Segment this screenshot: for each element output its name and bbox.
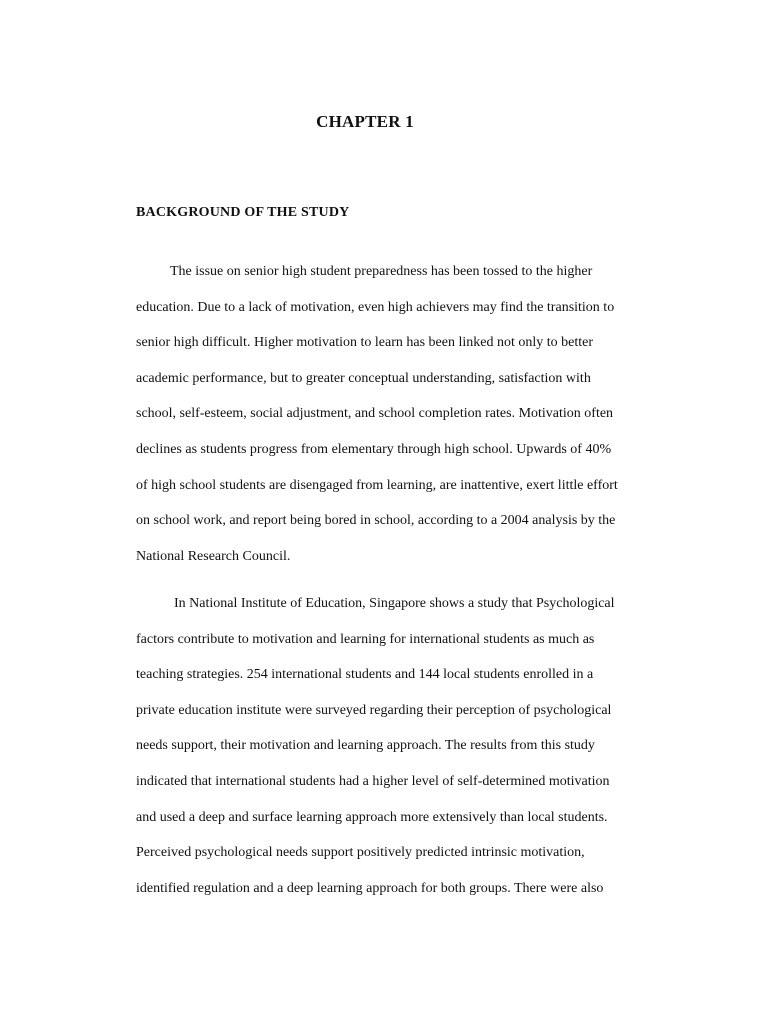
text-line: education. Due to a lack of motivation, even high achievers may find the transition to — [136, 299, 615, 315]
text-line: needs support, their motivation and learning approach. The results from this study — [136, 738, 595, 754]
text-line: The issue on senior high student preparedness has been tossed to the higher — [170, 264, 593, 279]
text-line: identified regulation and a deep learning approach for both groups. There were also — [136, 880, 604, 896]
text-line: teaching strategies. 254 international students and 144 local students enrolled in a — [136, 667, 594, 683]
text-line: In National Institute of Education, Singapore shows a study that Psychological — [174, 596, 615, 611]
chapter-title: CHAPTER 1 — [316, 112, 414, 131]
text-line: Perceived psychological needs support positively predicted intrinsic motivation, — [136, 845, 585, 861]
text-line: of high school students are disengaged from learning, are inattentive, exert little effort — [136, 477, 618, 493]
text-line: declines as students progress from elementary through high school. Upwards of 40% — [136, 441, 612, 457]
paragraph-2 — [136, 586, 656, 906]
text-line: senior high difficult. Higher motivation to learn has been linked not only to better — [136, 335, 593, 351]
paragraph-1 — [136, 254, 656, 574]
text-line: National Research Council. — [136, 548, 291, 564]
text-line: factors contribute to motivation and learning for international students as much as — [136, 631, 595, 647]
text-line: school, self-esteem, social adjustment, and school completion rates. Motivation often — [136, 406, 614, 422]
text-line: on school work, and report being bored in school, according to a 2004 analysis by the — [136, 513, 616, 529]
section-heading: BACKGROUND OF THE STUDY — [136, 205, 350, 220]
text-line: academic performance, but to greater conceptual understanding, satisfaction with — [136, 370, 591, 386]
text-line: and used a deep and surface learning approach more extensively than local students. — [136, 809, 608, 825]
text-line: private education institute were surveyed regarding their perception of psychological — [136, 702, 612, 718]
text-line: indicated that international students had a higher level of self-determined motivation — [136, 773, 610, 789]
